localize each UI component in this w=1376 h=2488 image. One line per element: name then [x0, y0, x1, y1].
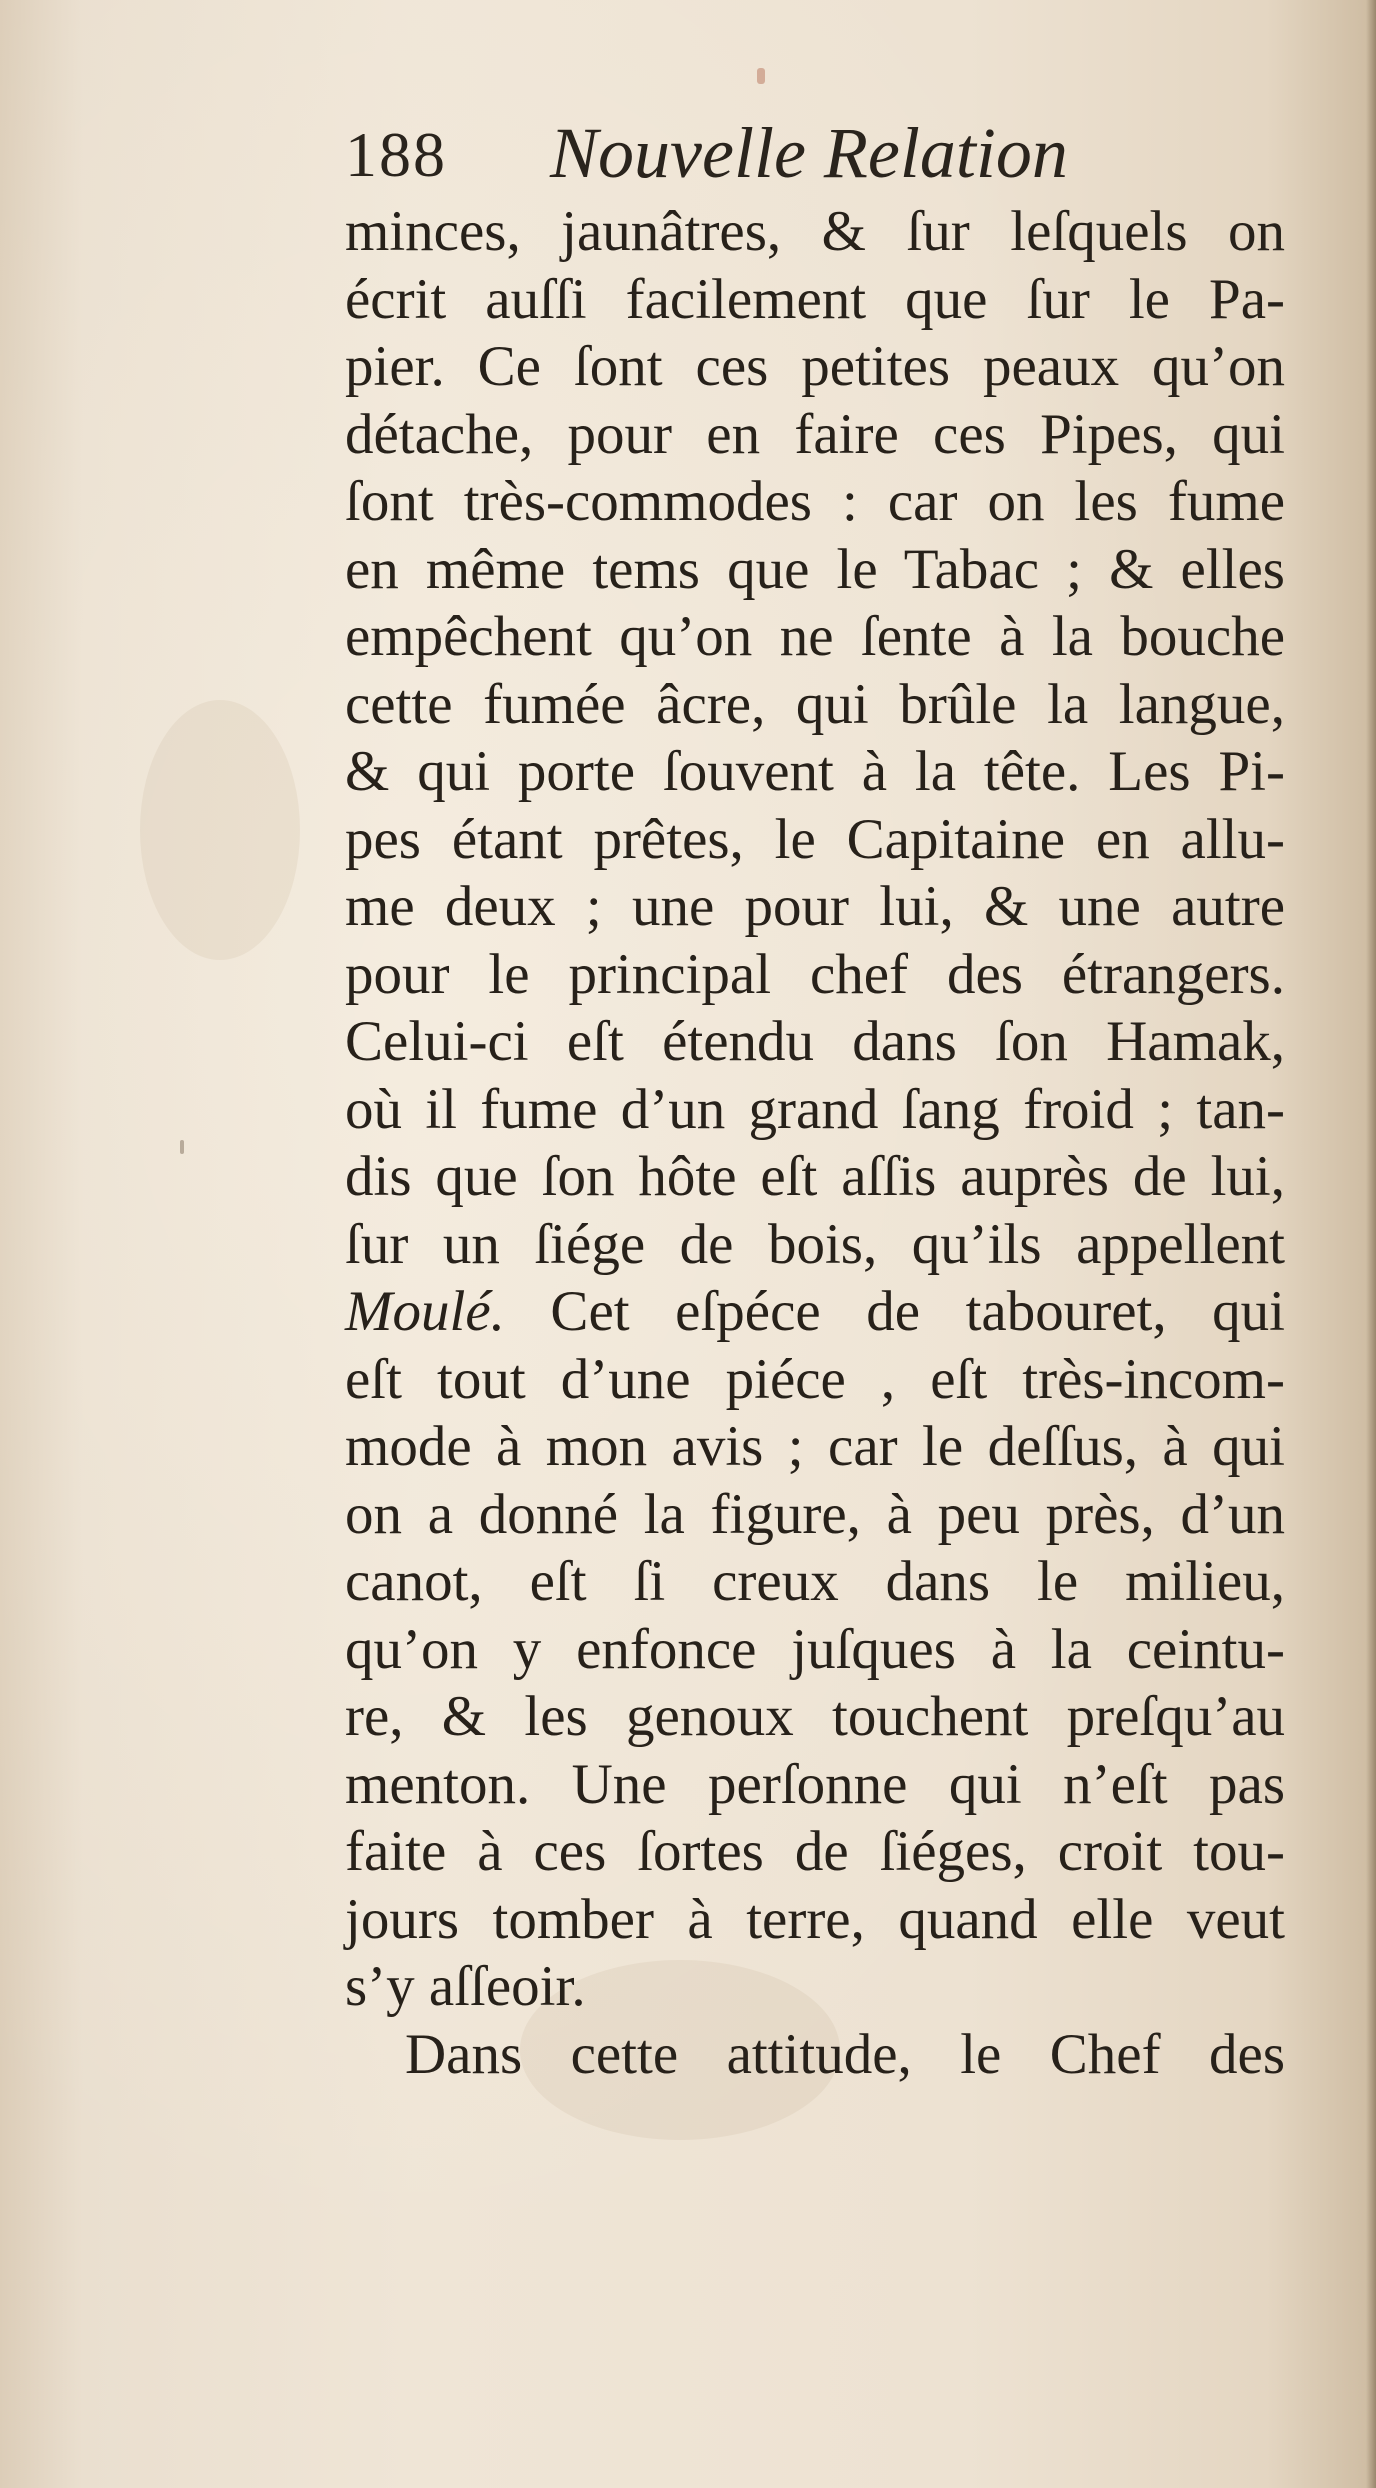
text-line: empêchent qu’on ne ſente à la bouche: [345, 605, 1285, 668]
text-line: re, & les genoux touchent preſqu’au: [345, 1685, 1285, 1748]
text-line: ſur un ſiége de bois, qu’ils appellent: [345, 1212, 1285, 1276]
text-line: pour le principal chef des étrangers.: [345, 942, 1285, 1006]
text-line: qu’on y enfonce juſques à la ceintu-: [345, 1617, 1285, 1681]
italic-term: Moulé.: [345, 1280, 505, 1343]
text-line: dis que ſon hôte eſt aſſis auprès de lui,: [345, 1145, 1285, 1208]
text-line: me deux ; une pour lui, & une autre: [345, 875, 1285, 938]
text-line-with-italic-term: [345, 1278, 1285, 1346]
text-line: Celui-ci eſt étendu dans ſon Hamak,: [345, 1010, 1285, 1073]
text-line: où il fume d’un grand ſang froid ; tan-: [345, 1077, 1285, 1141]
text-line: minces, jaunâtres, & ſur leſquels on: [345, 200, 1285, 263]
body-text: [345, 198, 1285, 2088]
text-line: détache, pour en faire ces Pipes, qui: [345, 402, 1285, 466]
text-line: & qui porte ſouvent à la tête. Les Pi-: [345, 740, 1285, 803]
text-line: en même tems que le Tabac ; & elles: [345, 537, 1285, 601]
text-line: écrit auſſi facilement que ſur le Pa-: [345, 267, 1285, 331]
text-line: pier. Ce ſont ces petites peaux qu’on: [345, 335, 1285, 398]
text-line: faite à ces ſortes de ſiéges, croit tou-: [345, 1820, 1285, 1883]
page-number: 188: [345, 119, 447, 190]
text-line: cette fumée âcre, qui brûle la langue,: [345, 672, 1285, 736]
text-line: mode à mon avis ; car le deſſus, à qui: [345, 1415, 1285, 1478]
text-line-rest: Cet eſpéce de tabouret, qui: [504, 1280, 1285, 1343]
paragraph-first-line: Dans cette attitude, le Chef des: [405, 2022, 1285, 2086]
paragraph-last-line: s’y aſſeoir.: [345, 1955, 586, 2018]
text-line: menton. Une perſonne qui n’eſt pas: [345, 1752, 1285, 1816]
page-edge-shadow: [1366, 0, 1376, 2488]
text-line: canot, eſt ſi creux dans le milieu,: [345, 1550, 1285, 1613]
text-line: pes étant prêtes, le Capitaine en allu-: [345, 807, 1285, 871]
running-title: Nouvelle Relation: [550, 113, 1068, 193]
ink-speck: [757, 68, 765, 84]
text-line: on a donné la figure, à peu près, d’un: [345, 1482, 1285, 1546]
text-line: eſt tout d’une piéce , eſt très-incom-: [345, 1347, 1285, 1411]
text-line: jours tomber à terre, quand elle veut: [345, 1887, 1285, 1951]
paper-stain: [140, 700, 300, 960]
text-line: ſont très-commodes : car on les fume: [345, 470, 1285, 533]
page-header: [345, 113, 1245, 208]
margin-ink-mark: [180, 1140, 184, 1154]
